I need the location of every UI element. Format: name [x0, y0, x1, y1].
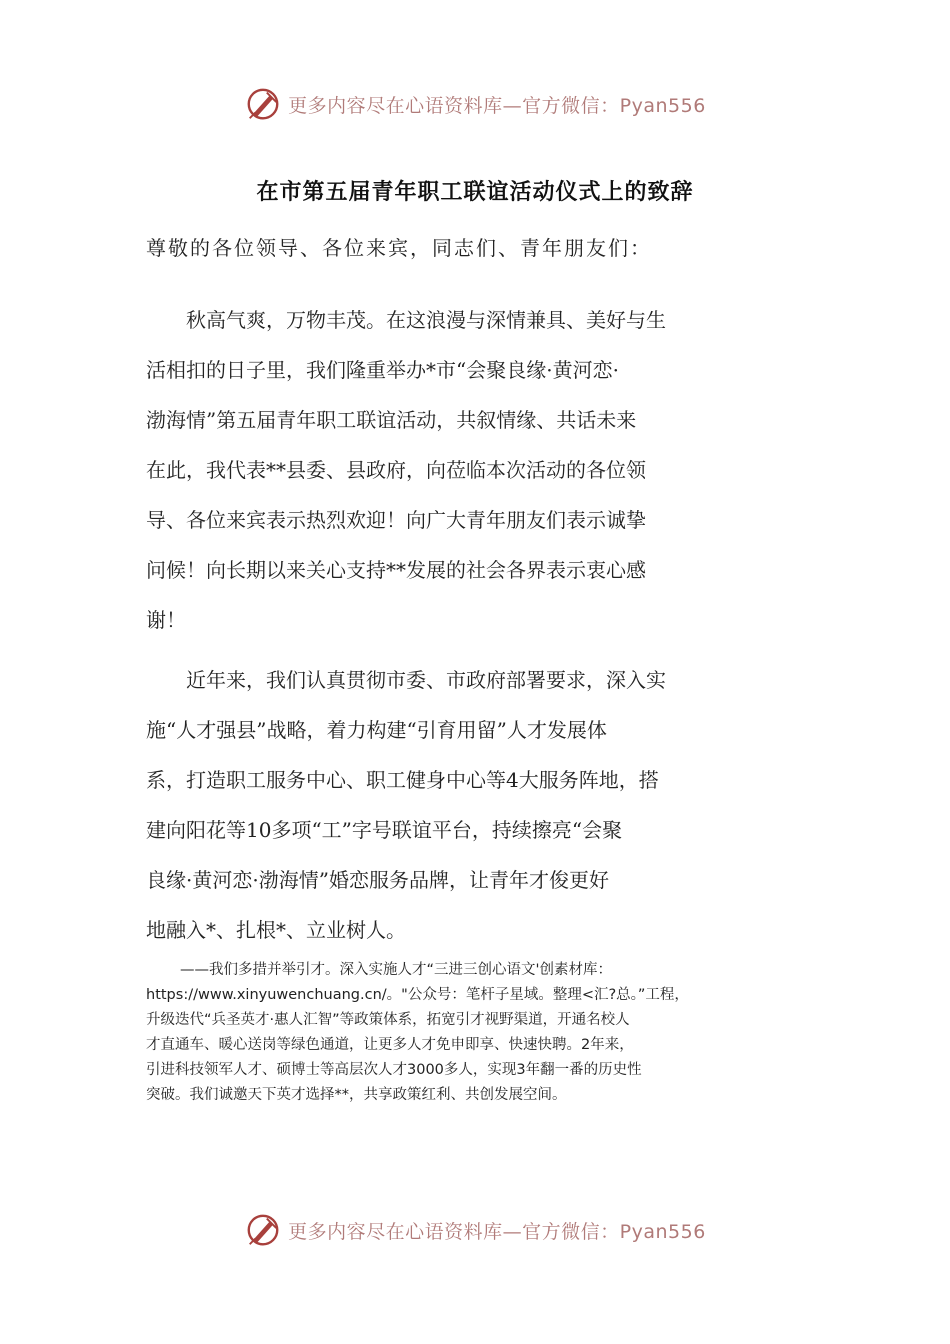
- text-line: 渤海情”第五届青年职工联谊活动，共叙情缘、共话未来: [146, 408, 637, 432]
- text-line: 近年来，我们认真贯彻市委、市政府部署要求，深入实: [186, 668, 666, 692]
- text-line: 活相扣的日子里，我们隆重举办*市“会聚良缘·黄河恋·: [146, 358, 619, 382]
- text-line: 施“人才强县”战略，着力构建“引育用留”人才发展体: [146, 718, 607, 742]
- text-line: 建向阳花等10多项“工”字号联谊平台，持续擦亮“会聚: [146, 818, 623, 842]
- salutation: 尊敬的各位领导、各位来宾，同志们、青年朋友们：: [146, 236, 652, 260]
- text-line: 谢！: [146, 608, 186, 632]
- page-title: 在市第五届青年职工联谊活动仪式上的致辞: [256, 180, 694, 205]
- watermark-text: 更多内容尽在心语资料库—官方微信：Pyan556: [288, 94, 706, 117]
- text-line: 在此，我代表**县委、县政府，向莅临本次活动的各位领: [146, 458, 646, 482]
- text-line: 系，打造职工服务中心、职工健身中心等4大服务阵地，搭: [146, 768, 659, 792]
- text-line: 问候！向长期以来关心支持**发展的社会各界表示衷心感: [146, 558, 646, 582]
- text-line: https://www.xinyuwenchuang.cn/。"公众号：笔杆子星域。整理<汇?总。”工程，: [146, 987, 689, 1003]
- footer-watermark: [0, 1208, 950, 1252]
- text-line: 导、各位来宾表示热烈欢迎！向广大青年朋友们表示诚挚: [146, 508, 646, 532]
- watermark-text: 更多内容尽在心语资料库—官方微信：Pyan556: [288, 1220, 706, 1243]
- text-line: 突破。我们诚邀天下英才选择**，共享政策红利、共创发展空间。: [146, 1087, 567, 1103]
- text-line: 才直通车、暖心送岗等绿色通道，让更多人才免申即享、快速快聘。2年来，: [146, 1037, 634, 1053]
- text-line: 引进科技领军人才、硕博士等高层次人才3000多人，实现3年翻一番的历史性: [146, 1062, 642, 1078]
- pen-logo-icon: [244, 1211, 282, 1249]
- paragraph-3: [146, 958, 810, 1108]
- text-line: 良缘·黄河恋·渤海情”婚恋服务品牌，让青年才俊更好: [146, 868, 609, 892]
- text-line: ——我们多措并举引才。深入实施人才“三进三创心语文'创素材库：: [180, 962, 612, 978]
- pen-logo-icon: [244, 85, 282, 123]
- paragraph-2: [146, 655, 810, 955]
- text-line: 秋高气爽，万物丰茂。在这浪漫与深情兼具、美好与生: [186, 308, 666, 332]
- text-line: 升级迭代“兵圣英才·惠人汇智”等政策体系，拓宽引才视野渠道，开通名校人: [146, 1012, 630, 1028]
- text-line: 地融入*、扎根*、立业树人。: [146, 918, 406, 942]
- header-watermark: [0, 82, 950, 126]
- paragraph-1: [146, 295, 810, 645]
